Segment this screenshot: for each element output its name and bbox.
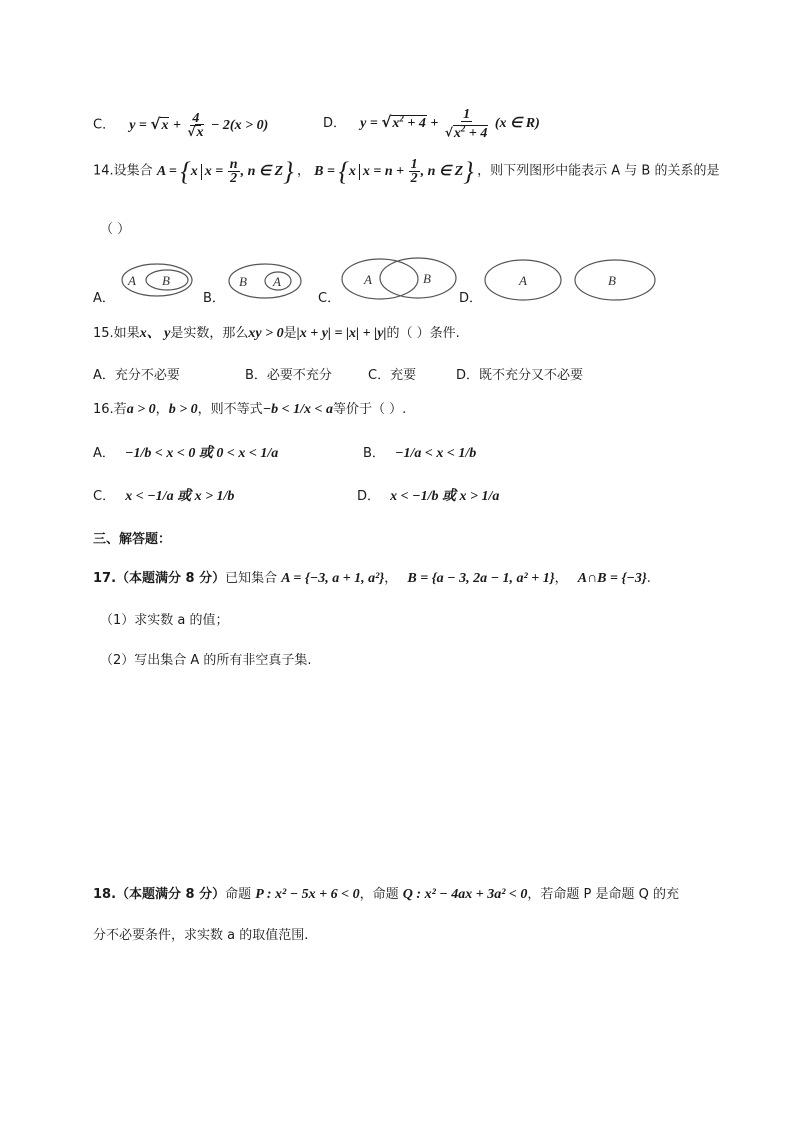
q16-a-label: A． [93, 446, 115, 461]
q18-head: 18.（本题满分 8 分） [93, 887, 226, 902]
venn-c-left: A [364, 272, 372, 287]
q16-option-b [363, 442, 476, 462]
q14-option-c-label: C． [318, 291, 341, 306]
q15-stem [93, 322, 460, 342]
q13-d-label: D． [323, 116, 347, 132]
q15-is: 是 [283, 326, 297, 341]
q14-venn-c [340, 256, 460, 302]
q17-text1: 已知集合 [225, 571, 278, 586]
q16-c2: b > 0 [168, 402, 198, 417]
venn-b-outer: B [239, 274, 247, 289]
q16-d-label: D． [357, 489, 381, 504]
q16-stem [93, 398, 406, 418]
q16-sep: ， [155, 402, 169, 417]
q16-a-text: −1/b < x < 0 或 0 < x < 1/a [125, 446, 279, 461]
q15-option-b: B．必要不充分 [245, 368, 332, 383]
q18-text1: 命题 [225, 887, 252, 902]
q13-c-formula: y = √x + $\frac{4}{√x}$ − 2(x > 0) [129, 111, 269, 140]
q16-suffix: 等价于（ ）. [333, 402, 407, 417]
q18-line2: 分不必要条件，求实数 a 的取值范围. [93, 928, 309, 943]
q15-option-d: D．既不充分又不必要 [456, 368, 584, 383]
q16-d-text: x < −1/b 或 x > 1/a [390, 489, 500, 504]
q15-vars: x、 y [139, 326, 171, 341]
q16-option-d [357, 485, 499, 505]
q14-stem [93, 158, 719, 185]
q15-suffix: 的（ ）条件. [386, 326, 460, 341]
q13-c-label: C． [93, 117, 116, 133]
q14-venn-a [120, 262, 196, 298]
q15-cond2: |x + y| = |x| + |y| [296, 326, 387, 341]
section-heading: 三、解答题： [93, 532, 172, 547]
q17-set-b: B = {a − 3, 2a − 1, a² + 1} [407, 571, 555, 586]
venn-d-left: A [519, 273, 527, 288]
q17-sub2: （2）写出集合 A 的所有非空真子集. [100, 653, 312, 668]
q16-ineq: −b < 1/x < a [262, 402, 334, 417]
q18-stem [93, 883, 679, 903]
q18-q: Q : x² − 4ax + 3a² < 0 [402, 887, 528, 902]
q14-option-a-label: A． [93, 291, 115, 306]
q16-prefix: 16.若 [93, 402, 127, 417]
q16-c-text: x < −1/a 或 x > 1/b [125, 489, 235, 504]
q14-option-d-label: D． [459, 291, 483, 306]
venn-c-right: B [423, 271, 431, 286]
q15-option-a: A．充分不必要 [93, 368, 180, 383]
q18-text2: ，命题 [359, 887, 399, 902]
q14-set-a: A = {x x = $\frac{n}{2}$ , n ∈ Z} [156, 156, 294, 186]
q16-c-label: C． [93, 489, 116, 504]
q17-sub1: （1）求实数 a 的值； [100, 613, 229, 628]
q18-p: P : x² − 5x + 6 < 0 [255, 887, 360, 902]
q15-cond1: xy > 0 [248, 326, 284, 341]
venn-d-right: B [608, 273, 616, 288]
q17-set-a: A = {−3, a + 1, a²} [281, 571, 385, 586]
q16-b-label: B． [363, 446, 385, 461]
q14-set-b: B = {x x = n + $\frac{1}{2}$ , n ∈ Z} [314, 156, 474, 186]
q15-prefix: 15.如果 [93, 326, 140, 341]
q16-b-text: −1/a < x < 1/b [395, 446, 477, 461]
q17-head: 17.（本题满分 8 分） [93, 571, 226, 586]
venn-b-inner: A [273, 274, 281, 289]
venn-a-inner: B [162, 273, 170, 288]
q13-option-c [93, 112, 268, 139]
q15-option-c: C．充要 [368, 368, 417, 383]
venn-a-outer: A [128, 273, 136, 288]
q16-middle: ，则不等式 [197, 402, 263, 417]
q13-d-formula: $y = √x^2 + 4$ + $\frac{1}{√x^2 + 4}$ (x ∈ R) [360, 107, 540, 141]
q14-prefix: 14.设集合 [93, 163, 153, 179]
q16-option-a [93, 442, 278, 462]
q14-suffix: ，则下列图形中能表示 A 与 B 的关系的是 [477, 163, 720, 179]
q15-middle: 是实数，那么 [170, 326, 249, 341]
q14-venn-d [484, 258, 658, 302]
q18-text3: ，若命题 P 是命题 Q 的充 [527, 887, 680, 902]
q13-option-d [323, 108, 540, 140]
q14-venn-b [227, 262, 305, 300]
q14-option-b-label: B． [203, 291, 225, 306]
q14-blank: （ ） [100, 222, 131, 237]
q14-sep: ， [297, 163, 311, 179]
q17-intersection: A∩B = {−3} [577, 571, 647, 586]
q16-c1: a > 0 [126, 402, 156, 417]
q17-stem: 17.（本题满分 8 分）已知集合 A = {−3, a + 1, a²}， B = {a − 3, 2a − 1, a² + 1}， A∩B = {−3}. [93, 571, 651, 586]
q16-option-c [93, 485, 234, 505]
